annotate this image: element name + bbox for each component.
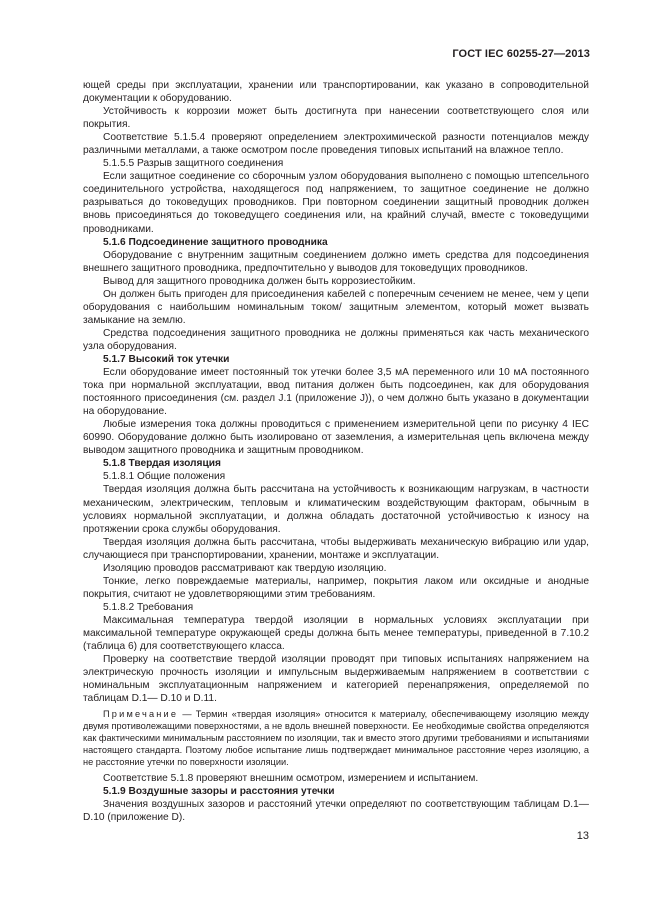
subsection-heading: 5.1.8.1 Общие положения <box>103 471 226 483</box>
section-heading: 5.1.9 Воздушные зазоры и расстояния утечки <box>103 786 335 798</box>
paragraph: Если защитное соединение со сборочным узлом оборудования выполнено с помощью штепсельного соединительного устройства, находящегося под напряжением, то защитное соединение не должно разрываться до токоведущих проводников. При повторном соединении защитный проводник должен вновь присоединяться до токоведущего соединения или, на крайний случай, вместе с токоведущими проводниками. <box>83 171 589 235</box>
page-header: ГОСТ IEC 60255-27—2013 <box>452 48 590 60</box>
section-heading: 5.1.8 Твердая изоляция <box>103 458 221 470</box>
paragraph: Значения воздушных зазоров и расстояний утечки определяют по соответствующим таблицам D.1—D.10 (приложение D). <box>83 799 589 824</box>
paragraph: ющей среды при эксплуатации, хранении или транспортировании, как указано в сопроводительной документации к оборудованию. <box>83 80 589 105</box>
section-heading: 5.1.6 Подсоединение защитного проводника <box>103 236 328 248</box>
paragraph: Проверку на соответствие твердой изоляции проводят при типовых испытаниях напряжением на электрическую прочность изоляции и импульсным выдерживаемым напряжением в соответствии с номинальным эксплуатационным напряжением и категорией перенапряжения, определяемой по таблицам D.1— D.10 и D.11. <box>83 654 589 705</box>
paragraph: Твердая изоляция должна быть рассчитана, чтобы выдерживать механическую вибрацию или удар, случающиеся при транспортировании, хранении, монтаже и эксплуатации. <box>83 536 589 561</box>
paragraph: Он должен быть пригоден для присоединения кабелей с поперечным сечением не менее, чем у цепи оборудования с наибольшим номинальным током/ защитным элементом, который может вызвать замыкание на землю. <box>83 288 589 326</box>
paragraph: Изоляцию проводов рассматривают как твердую изоляцию. <box>103 562 387 574</box>
section-heading: 5.1.7 Высокий ток утечки <box>103 353 230 365</box>
paragraph: Твердая изоляция должна быть рассчитана на устойчивость к возникающим нагрузкам, в частности механическим, электрическим, тепловым и климатическим воздействующим факторам, обычным в условиях нормальной эксплуатации, и должна обладать достаточной устойчивостью к износу на протяжении срока службы оборудования. <box>83 484 589 535</box>
paragraph: Оборудование с внутренним защитным соединением должно иметь средства для подсоединения внешнего защитного проводника, предпочтительно у выводов для токоведущих проводников. <box>83 249 589 274</box>
paragraph: Максимальная температура твердой изоляции в нормальных условиях эксплуатации при максимальной температуре окружающей среды должна быть менее температуры, приведенной в 7.10.2 (таблица 6) для соответствующего класса. <box>83 614 589 653</box>
paragraph: Средства подсоединения защитного проводника не должны применяться как часть механического узла оборудования. <box>83 327 589 352</box>
paragraph: Если оборудование имеет постоянный ток утечки более 3,5 мА переменного или 10 мА постоянного тока при нормальной эксплуатации, ввод питания должен быть подсоединен, как для оборудования постоянного присоединения (см. раздел J.1 (приложение J)), о чем должно быть указано в документации на оборудование. <box>83 367 589 418</box>
note-label: Примечание <box>103 709 179 720</box>
paragraph: Вывод для защитного проводника должен быть коррозиестойким. <box>103 275 416 287</box>
note <box>83 708 589 768</box>
subsection-heading: 5.1.5.5 Разрыв защитного соединения <box>103 158 284 170</box>
paragraph: Тонкие, легко повреждаемые материалы, например, покрытия лаком или оксидные и анодные покрытия, считают не удовлетворяющими этим требованиям. <box>83 575 589 600</box>
subsection-heading: 5.1.8.2 Требования <box>103 601 194 613</box>
paragraph: Любые измерения тока должны проводиться с применением измерительной цепи по рисунку 4 IEC 60990. Оборудование должно быть изолировано от заземления, а измерительная цепь включена между выводом защитного проводника и защитным проводником. <box>83 419 589 457</box>
body-paragraphs <box>83 79 589 705</box>
page-number: 13 <box>576 830 589 842</box>
note-text: — Термин «твердая изоляция» относится к материалу, обеспечивающему изоляцию между двумя противолежащими поверхностями, а не вдоль внешней поверхности. Ее необходимые свойства определяются как фактическими минимальным расстоянием по изоляции, так и вместо этого другими требованиями и испытаниями настоящего стандарта. Поэтому любое испытание лишь подтверждает минимальное расстояние через изоляцию, а не расстояние утечки по поверхности изоляции. <box>83 709 589 768</box>
tail-paragraphs <box>83 772 589 824</box>
paragraph: Соответствие 5.1.8 проверяют внешним осмотром, измерением и испытанием. <box>103 773 479 785</box>
paragraph: Соответствие 5.1.5.4 проверяют определением электрохимической разности потенциалов между различными металлами, а также осмотром после проведения типовых испытаний на влажное тепло. <box>83 132 589 157</box>
paragraph: Устойчивость к коррозии может быть достигнута при нанесении соответствующего слоя или покрытия. <box>83 106 589 131</box>
page-content <box>83 79 589 824</box>
